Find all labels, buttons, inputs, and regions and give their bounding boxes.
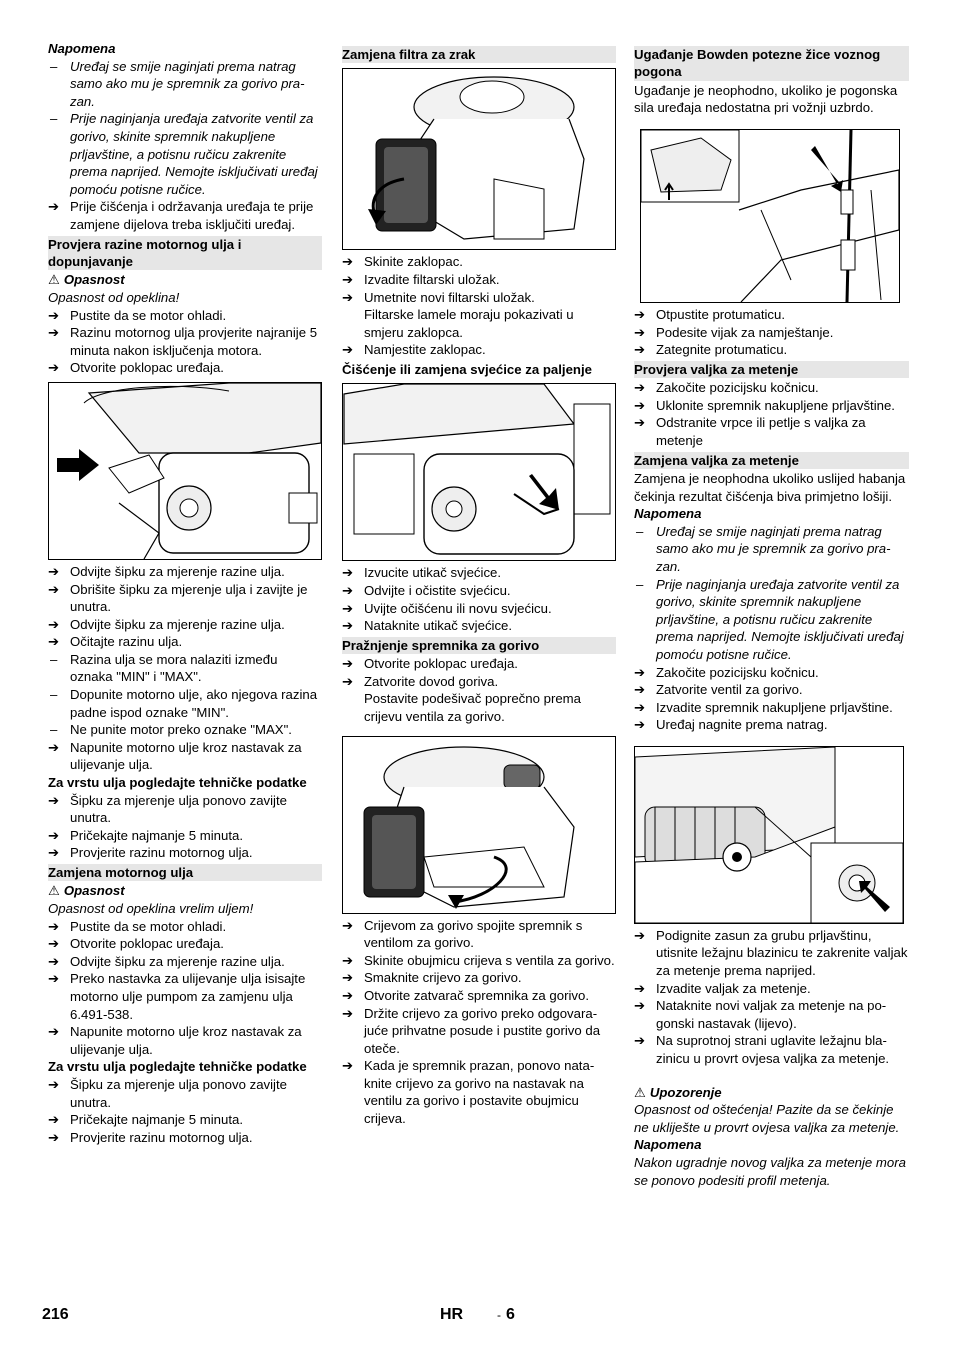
list-item: ➔ Otvorite poklopac uređaja. (48, 936, 224, 952)
list-item: ➔ Izvadite spremnik nakupljene prljavštine. (634, 699, 893, 715)
warning-icon: ⚠ (48, 272, 60, 288)
figure-air-filter (342, 68, 616, 250)
arrow-icon: ➔ (48, 971, 60, 987)
list-item: – Uređaj se smije naginjati prema natrag samo ako mu je spremnik za gorivo prazan. (50, 58, 305, 109)
note-text: Nakon ugradnje novog valjka za metenje mora se ponovo podesiti profil metenja. (634, 1155, 906, 1188)
arrow-icon: ➔ (342, 342, 354, 358)
oil-type-reference: Za vrstu ulja pogledajte tehničke podatke (48, 1059, 307, 1075)
list-item: ➔ Kada je spremnik prazan, ponovo nataknite crijevo za gorivo na nastavak na ventilu za gorivo i postavite obujmicu crijeva. (342, 1058, 595, 1127)
section-intro: Ugađanje je neophodno, ukoliko je pogonska sila uređaja nedostatna pri vožnji uzbrdo. (634, 82, 898, 116)
arrow-icon: ➔ (48, 199, 60, 215)
list-item: ➔ Crijevom za gorivo spojite spremnik s ventilom za gorivo. (342, 917, 583, 951)
oil-type-reference: Za vrstu ulja pogledajte tehničke podatke (48, 775, 307, 791)
list-item: ➔ Uklonite spremnik nakupljene prljavštine. (634, 397, 895, 413)
section-heading-roller-check: Provjera valjka za metenje (634, 361, 909, 378)
list-item: ➔ Nataknite utikač svjećice. (342, 618, 513, 634)
danger-title: ⚠ Opasnost (48, 272, 125, 288)
arrow-icon: ➔ (48, 634, 60, 650)
arrow-icon: ➔ (48, 1129, 60, 1145)
dash-icon: – (636, 523, 644, 539)
section-heading-roller-change: Zamjena valjka za metenje (634, 452, 909, 469)
list-item: ➔ Zakočite pozicijsku kočnicu. (634, 380, 819, 396)
arrow-icon: ➔ (342, 254, 354, 270)
arrow-icon: ➔ (634, 324, 646, 340)
list-item: ➔ Šipku za mjerenje ulja ponovo zavijte unutra. (48, 1076, 287, 1110)
arrow-icon: ➔ (342, 600, 354, 616)
arrow-icon: ➔ (634, 980, 646, 996)
list-item: – Ne punite motor preko oznake "MAX". (50, 722, 292, 738)
list-item: ➔ Uvijte očišćenu ili novu svjećicu. (342, 600, 552, 616)
section-heading-bowden: Ugađanje Bowden potezne žice voznog pogona (634, 46, 909, 81)
list-item: – Dopunite motorno ulje, ako njegova razina padne ispod oznake "MIN". (50, 687, 318, 720)
arrow-icon: ➔ (634, 380, 646, 396)
arrow-icon: ➔ (48, 1076, 60, 1092)
list-item: ➔ Uređaj nagnite prema natrag. (634, 717, 828, 733)
figure-oil-dipstick (48, 382, 322, 560)
instruction-note: Filtarske lamele moraju pokazivati u smjeru zaklopca. (364, 307, 574, 340)
list-item: ➔ Odvijte šipku za mjerenje razine ulja. (48, 563, 285, 579)
arrow-icon: ➔ (48, 1024, 60, 1040)
arrow-icon: ➔ (634, 415, 646, 431)
section-heading-oil-change: Zamjena motornog ulja (48, 864, 322, 881)
danger-text: Opasnost od opeklina! (48, 289, 180, 305)
arrow-icon: ➔ (48, 953, 60, 969)
warning-icon: ⚠ (634, 1084, 646, 1100)
list-item: ➔ Odvijte šipku za mjerenje razine ulja. (48, 616, 285, 632)
arrow-icon: ➔ (342, 673, 354, 689)
section-heading-air-filter: Zamjena filtra za zrak (342, 46, 616, 63)
list-item: ➔ Odvijte i očistite svjećicu. (342, 582, 511, 598)
list-item: ➔ Izvadite valjak za metenje. (634, 980, 811, 996)
list-item: ➔ Na suprotnoj strani uglavite ležajnu blazinicu u provrt ovjesa valjka za metenje. (634, 1033, 890, 1067)
list-item: ➔ Zakočite pozicijsku kočnicu. (634, 664, 819, 680)
list-item: ➔ Skinite zaklopac. (342, 254, 463, 270)
instruction-note: Postavite podešivač poprečno prema crijevu ventila za gorivo. (364, 691, 581, 724)
list-item: ➔ Zatvorite dovod goriva. (342, 673, 499, 689)
list-item: ➔ Odstranite vrpce ili petlje s valjka za metenje (634, 415, 866, 448)
list-item: ➔ Izvadite filtarski uložak. (342, 272, 500, 287)
bowden-cable-illustration (641, 130, 899, 302)
arrow-icon: ➔ (342, 565, 354, 581)
arrow-icon: ➔ (48, 739, 60, 755)
list-item: ➔ Zatvorite ventil za gorivo. (634, 682, 803, 698)
list-item: – Prije naginjanja uređaja zatvorite ventil za gorivo, skinite spremnik nakupljene prljavštine, a potisnu ručicu zakrenite prema naprijed. Nemojte isključivati uređaj pomoću potisne ručice. (50, 111, 318, 197)
list-item: ➔ Podesite vijak za namještanje. (634, 324, 834, 340)
danger-title: ⚠ Opasnost (48, 883, 125, 899)
arrow-icon: ➔ (342, 1058, 354, 1074)
list-item: ➔ Podignite zasun za grubu prljavštinu, utisnite ležajnu blazinicu te zakrenite valjak za metenje prema naprijed. (634, 927, 908, 979)
arrow-icon: ➔ (48, 792, 60, 808)
list-item: ➔ Provjerite razinu motornog ulja. (48, 845, 253, 861)
warning-title: ⚠ Upozorenje (634, 1084, 722, 1100)
list-item: ➔ Namjestite zaklopac. (342, 342, 486, 358)
figure-spark-plug (342, 383, 616, 561)
list-item: ➔ Prije čišćenja i održavanja uređaja te prije zamjene dijelova treba isključiti uređaj. (48, 199, 314, 232)
section-intro: Zamjena je neophodna ukoliko uslijed habanja čekinja rezultat čišćenja biva primjetno lošiji. (634, 470, 906, 504)
arrow-icon: ➔ (48, 918, 60, 934)
language-code: HR (440, 1306, 464, 1323)
list-item: ➔ Očitajte razinu ulja. (48, 634, 183, 650)
arrow-icon: ➔ (342, 952, 354, 968)
arrow-icon: ➔ (48, 616, 60, 632)
arrow-icon: ➔ (634, 342, 646, 358)
arrow-icon: ➔ (48, 936, 60, 952)
list-item: ➔ Umetnite novi filtarski uložak. (342, 289, 535, 305)
list-item: ➔ Otvorite poklopac uređaja. (342, 656, 518, 672)
engine-dipstick-illustration (49, 383, 321, 559)
list-item: ➔ Otvorite zatvarač spremnika za gorivo. (342, 987, 590, 1003)
danger-text: Opasnost od opeklina vrelim uljem! (48, 901, 254, 916)
arrow-icon: ➔ (48, 1112, 60, 1128)
list-item: ➔ Napunite motorno ulje kroz nastavak za ulijevanje ulja. (48, 739, 302, 773)
list-item: ➔ Obrišite šipku za mjerenje ulja i zavijte je unutra. (48, 581, 308, 615)
dash-icon: – (50, 687, 58, 703)
arrow-icon: ➔ (48, 325, 60, 341)
section-page-number: 6 (506, 1306, 515, 1323)
arrow-icon: ➔ (342, 618, 354, 634)
arrow-icon: ➔ (634, 682, 646, 698)
warning-text: Opasnost od oštećenja! Pazite da se čekinje ne ukliješte u provrt ovjesa valjka za metenje. (634, 1102, 900, 1135)
warning-icon: ⚠ (48, 883, 60, 899)
arrow-icon: ➔ (634, 717, 646, 733)
dash-icon: – (50, 111, 58, 127)
list-item: ➔ Skinite obujmicu crijeva s ventila za gorivo. (342, 952, 615, 968)
arrow-icon: ➔ (342, 970, 354, 986)
list-item: ➔ Nataknite novi valjak za metenje na pogonski nastavak (lijevo). (634, 998, 887, 1031)
list-item: ➔ Držite crijevo za gorivo preko odgovarajuće prihvatne posude i pustite gorivo da oteče. (342, 1005, 601, 1056)
arrow-icon: ➔ (342, 289, 354, 305)
note-title: Napomena (634, 1137, 702, 1153)
note-title: Napomena (48, 41, 116, 56)
section-heading-fuel-empty: Pražnjenje spremnika za gorivo (342, 637, 616, 654)
section-heading-oil-check: Provjera razine motornog ulja i dopunjavanje (48, 236, 322, 271)
list-item: – Prije naginjanja uređaja zatvorite ventil za gorivo, skinite spremnik nakupljene prljavštine, a potisnu ručicu zakrenite prema naprijed. Nemojte isključivati uređaj pomoću potisne ručice. (636, 576, 904, 662)
column-left (48, 40, 322, 1146)
air-filter-illustration (343, 69, 615, 249)
arrow-icon: ➔ (634, 307, 646, 322)
arrow-icon: ➔ (634, 927, 646, 943)
dash-icon: – (50, 651, 58, 667)
arrow-icon: ➔ (342, 656, 354, 672)
list-item: ➔ Otvorite poklopac uređaja. (48, 360, 224, 376)
column-middle (342, 40, 616, 1128)
page-number: 216 (42, 1306, 69, 1323)
list-item: ➔ Napunite motorno ulje kroz nastavak za ulijevanje ulja. (48, 1024, 302, 1057)
arrow-icon: ➔ (634, 699, 646, 715)
arrow-icon: ➔ (48, 827, 60, 843)
section-heading-spark-plug: Čišćenje ili zamjena svjećice za paljenje (342, 361, 616, 378)
list-item: ➔ Zategnite protumaticu. (634, 342, 788, 358)
arrow-icon: ➔ (48, 307, 60, 323)
arrow-icon: ➔ (634, 1033, 646, 1049)
list-item: ➔ Šipku za mjerenje ulja ponovo zavijte unutra. (48, 792, 287, 826)
arrow-icon: ➔ (342, 582, 354, 598)
arrow-icon: ➔ (48, 581, 60, 597)
list-item: – Uređaj se smije naginjati prema natrag samo ako mu je spremnik za gorivo prazan. (636, 523, 891, 574)
list-item: ➔ Pustite da se motor ohladi. (48, 918, 227, 934)
arrow-icon: ➔ (342, 917, 354, 933)
footer-separator: - (497, 1308, 501, 1322)
arrow-icon: ➔ (634, 664, 646, 680)
arrow-icon: ➔ (342, 272, 354, 287)
list-item: ➔ Otpustite protumaticu. (634, 307, 786, 322)
list-item: ➔ Pustite da se motor ohladi. (48, 307, 227, 323)
dash-icon: – (636, 576, 644, 592)
dash-icon: – (50, 722, 58, 738)
arrow-icon: ➔ (48, 360, 60, 376)
figure-bowden-cable (640, 129, 900, 303)
dash-icon: – (50, 58, 58, 74)
fuel-tank-illustration (343, 737, 615, 913)
list-item: ➔ Razinu motornog ulja provjerite najranije 5 minuta nakon isključenja motora. (48, 325, 318, 358)
note-title: Napomena (634, 506, 702, 522)
list-item: ➔ Provjerite razinu motornog ulja. (48, 1129, 253, 1145)
page-footer (0, 1306, 954, 1328)
sweeping-roller-illustration (635, 747, 903, 923)
arrow-icon: ➔ (342, 1005, 354, 1021)
list-item: ➔ Izvucite utikač svjećice. (342, 565, 502, 581)
list-item: ➔ Pričekajte najmanje 5 minuta. (48, 827, 243, 843)
list-item: ➔ Pričekajte najmanje 5 minuta. (48, 1112, 243, 1128)
list-item: ➔ Smaknite crijevo za gorivo. (342, 970, 522, 986)
list-item: ➔ Odvijte šipku za mjerenje razine ulja. (48, 953, 285, 969)
figure-fuel-tank (342, 736, 616, 914)
arrow-icon: ➔ (634, 397, 646, 413)
spacer (634, 1068, 909, 1084)
arrow-icon: ➔ (634, 998, 646, 1014)
column-right (634, 40, 909, 1189)
figure-sweeping-roller (634, 746, 904, 924)
spark-plug-illustration (343, 384, 615, 560)
arrow-icon: ➔ (342, 987, 354, 1003)
arrow-icon: ➔ (48, 845, 60, 861)
list-item: ➔ Preko nastavka za ulijevanje ulja isisajte motorno ulje pumpom za zamjenu ulja 6.491-538. (48, 971, 306, 1022)
list-item: – Razina ulja se mora nalaziti između oznaka "MIN" i "MAX". (50, 651, 278, 685)
arrow-icon: ➔ (48, 563, 60, 579)
